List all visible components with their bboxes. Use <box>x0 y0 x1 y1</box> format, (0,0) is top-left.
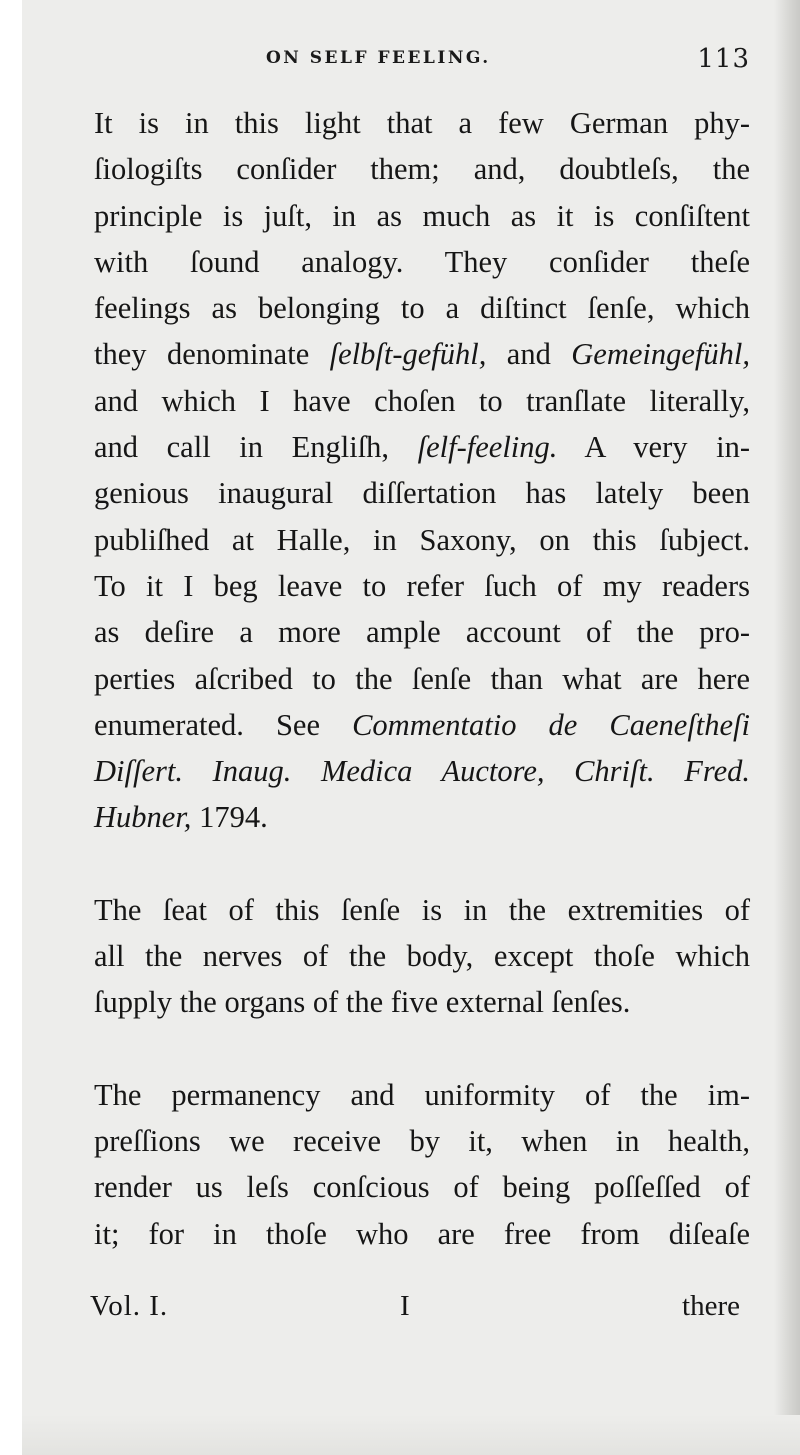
text-line: with ſound analogy. They conſider theſe <box>94 244 750 279</box>
text-line: ſupply the organs of the five external ſenſes. <box>94 985 631 1020</box>
text-line <box>60 424 750 470</box>
text-line: It is in this light that a few German phy- <box>94 106 750 140</box>
text-line: it; for in thoſe who are free from diſeaſe <box>94 1216 750 1251</box>
text-line <box>60 331 750 377</box>
page-number: 113 <box>697 44 750 74</box>
text-line: preſſions we receive by it, when in health, <box>94 1123 750 1158</box>
paragraph-3 <box>60 1072 750 1257</box>
text-line <box>60 702 750 748</box>
text-segment: and call in Engliſh, <box>94 430 418 465</box>
text-line: The permanency and uniformity of the im- <box>94 1077 750 1112</box>
text-line: perties aſcribed to the ſenſe than what are here <box>94 661 750 696</box>
text-line: all the nerves of the body, except thoſe which <box>94 939 750 974</box>
text-line: feelings as belonging to a diſtinct ſenſe, which <box>94 291 750 326</box>
catchword: there <box>682 1290 740 1322</box>
body-text <box>60 100 750 1257</box>
text-line: ſiologiſts conſider them; and, doubtleſs, the <box>94 152 750 187</box>
text-segment: and <box>486 337 572 372</box>
text-segment: enumerated. See <box>94 707 353 742</box>
page-gutter-shadow <box>774 0 800 1455</box>
text-line: render us leſs conſcious of being poſſeſſed of <box>94 1170 750 1205</box>
page-header <box>60 44 750 78</box>
text-segment: they denominate <box>94 337 330 372</box>
italic-citation: Commentatio de Caeneſtheſi <box>352 707 751 742</box>
text-line: publiſhed at Halle, in Saxony, on this ſubject. <box>94 522 750 557</box>
running-head: ON SELF FEELING. <box>266 48 491 68</box>
text-line: as deſire a more ample account of the pro- <box>94 615 750 650</box>
paragraph-1 <box>60 100 750 841</box>
text-line: To it I beg leave to refer ſuch of my readers <box>94 568 750 603</box>
text-segment: A very in- <box>557 430 750 465</box>
text-line: principle is juſt, in as much as it is conſiſtent <box>94 198 750 233</box>
volume-mark: Vol. I. <box>90 1290 169 1322</box>
signature-mark: I <box>400 1290 410 1322</box>
text-line: The ſeat of this ſenſe is in the extremities of <box>94 892 750 927</box>
text-line <box>60 794 750 840</box>
italic-citation: Hubner, <box>94 800 192 835</box>
italic-term: ſelbſt-gefühl, <box>329 337 487 372</box>
text-line-citation: Diſſert. Inaug. Medica Auctore, Chriſt. Fred. <box>94 754 750 789</box>
text-line: genious inaugural diſſertation has lately been <box>94 476 750 511</box>
text-segment: 1794. <box>191 800 268 835</box>
italic-term: Gemeingefühl, <box>571 337 750 372</box>
page-footer <box>90 1290 740 1330</box>
page-left-margin <box>0 0 22 1455</box>
text-line: and which I have choſen to tranſlate literally, <box>94 383 750 418</box>
italic-term: ſelf-feeling. <box>417 430 558 465</box>
page-bottom-margin <box>22 1415 800 1455</box>
paragraph-2 <box>60 887 750 1026</box>
